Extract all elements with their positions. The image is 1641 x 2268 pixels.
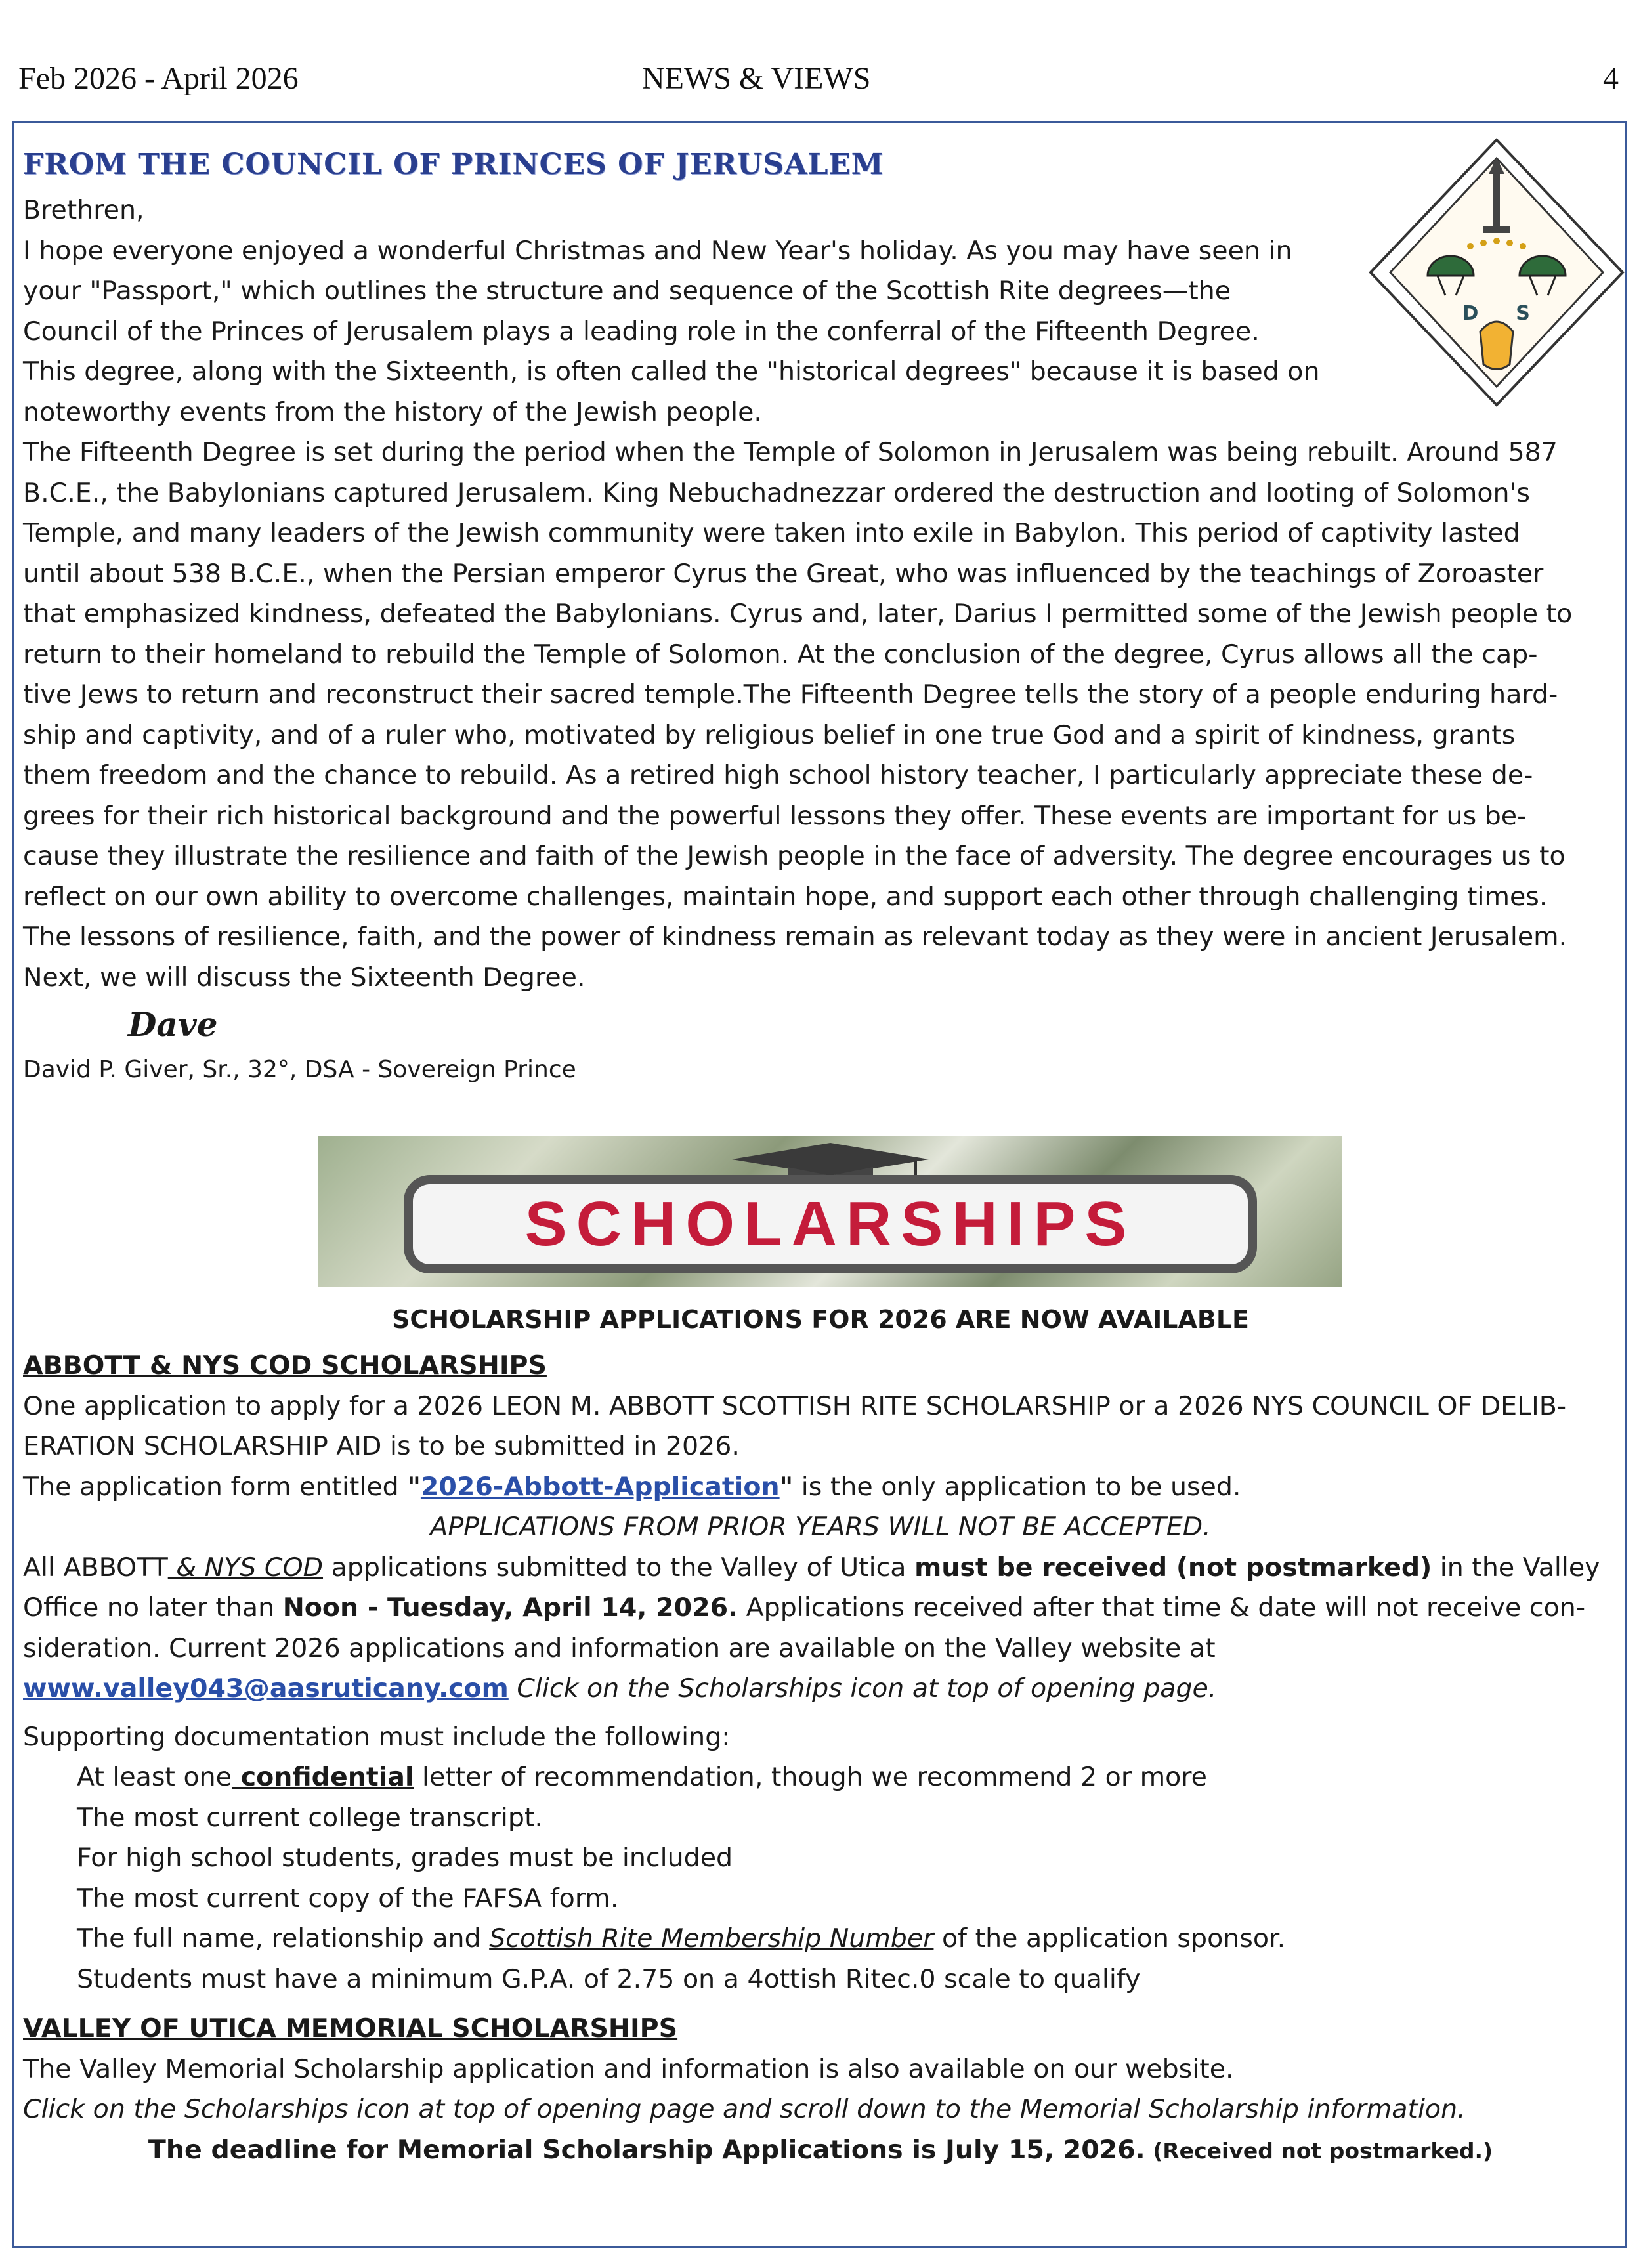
council-article [23,148,1618,1090]
office-post: Applications received after that time & date will not receive con- [738,1593,1586,1623]
valley-website-link[interactable]: www.valley043@aasruticany.com [23,1673,509,1703]
supporting-item: For high school students, grades must be included [77,1843,733,1873]
item5-pre: The full name, relationship and [77,1923,490,1954]
all-nys: & NYS COD [167,1552,324,1583]
office-line [23,1588,1618,1629]
article-greeting: Brethren, [23,195,144,225]
supporting-item: Students must have a minimum G.P.A. of 2.75 on a 4ottish Ritec.0 scale to qualify [77,1963,1141,1994]
scholarships-section [23,1300,1618,2171]
article-line: return to their homeland to rebuild the Temple of Solomon. At the conclusion of the degree, Cyrus allows all the cap- [23,639,1538,670]
header-date-range: Feb 2026 - April 2026 [18,61,299,96]
article-body [23,190,1618,998]
supporting-item: The most current college transcript. [77,1802,543,1833]
banner-text: SCHOLARSHIPS [524,1189,1136,1259]
item5-post: of the application sponsor. [933,1923,1286,1954]
article-line: noteworthy events from the history of the Jewish people. [23,396,762,427]
memorial-deadline-note: (Received not postmarked.) [1145,2137,1493,2164]
office-deadline: Noon - Tuesday, April 14, 2026. [282,1593,738,1623]
banner-plate [404,1175,1257,1273]
article-line: until about 538 B.C.E., when the Persian emperor Cyrus the Great, who was influenced by the teachings of Zoroaster [23,558,1544,589]
sideration-line: sideration. Current 2026 applications and information are available on the Valley website at [23,1633,1216,1663]
article-line: I hope everyone enjoyed a wonderful Christmas and New Year's holiday. As you may have seen in [23,235,1292,266]
item1-pre: At least one [77,1762,232,1792]
office-pre: Office no later than [23,1593,283,1623]
website-note: Click on the Scholarships icon at top of opening page. [508,1673,1217,1703]
article-line: that emphasized kindness, defeated the Babylonians. Cyrus and, later, Darius I permitted some of the Jewish people to [23,599,1573,629]
supporting-item [23,1919,1618,1959]
memorial-deadline-text: The deadline for Memorial Scholarship Applications is July 15, 2026. [148,2134,1145,2165]
article-line: cause they illustrate the resilience and faith of the Jewish people in the face of adversity. The degree encourages us to [23,841,1566,871]
header-newsletter-title: NEWS & VIEWS [642,61,871,96]
memorial-line: Click on the Scholarships icon at top of opening page and scroll down to the Memorial Scholarship information. [23,2094,1466,2124]
supporting-intro: Supporting documentation must include the following: [23,1721,731,1752]
emblem-letter-d: D [1462,302,1479,325]
supporting-item: The most current copy of the FAFSA form. [77,1883,619,1914]
all-pre: All ABBOTT [23,1552,168,1583]
article-line: The lessons of resilience, faith, and the power of kindness remain as relevant today as they were in ancient Jerusalem. [23,922,1567,952]
quote-open: " [407,1471,421,1502]
abbott-form-line [23,1467,1618,1508]
prior-years-notice: APPLICATIONS FROM PRIOR YEARS WILL NOT BE ACCEPTED. [430,1512,1211,1542]
article-line: B.C.E., the Babylonians captured Jerusalem. King Nebuchadnezzar ordered the destruction and looting of Solomon's [23,477,1530,508]
abbott-deadline-line [23,1548,1618,1589]
memorial-heading: VALLEY OF UTICA MEMORIAL SCHOLARSHIPS [23,2013,678,2043]
quote-close: " [779,1471,794,1502]
all-post: in the Valley [1432,1552,1600,1583]
scholarships-banner [318,1136,1342,1287]
item5-ital: Scottish Rite Membership Number [489,1923,934,1954]
article-line: tive Jews to return and reconstruct their sacred temple.The Fifteenth Degree tells the story of a people enduring hard- [23,679,1558,710]
memorial-line: The Valley Memorial Scholarship application and information is also available on our website. [23,2053,1234,2084]
article-line: ship and captivity, and of a ruler who, motivated by religious belief in one true God and a spirit of kindness, grants [23,719,1516,750]
article-line: Council of the Princes of Jerusalem plays a leading role in the conferral of the Fifteenth Degree. [23,316,1260,347]
article-line: Temple, and many leaders of the Jewish community were taken into exile in Babylon. This period of captivity lasted [23,518,1520,548]
abbott-application-link[interactable]: 2026-Abbott-Application [420,1471,780,1502]
abbott-heading: ABBOTT & NYS COD SCHOLARSHIPS [23,1350,547,1380]
form-text: The application form entitled [23,1471,408,1502]
signer-name: David P. Giver, Sr., 32°, DSA - Sovereign Prince [23,1056,576,1083]
article-line: This degree, along with the Sixteenth, is often called the "historical degrees" because it is based on [23,356,1320,387]
scholarships-announcement: SCHOLARSHIP APPLICATIONS FOR 2026 ARE NOW AVAILABLE [391,1305,1250,1334]
item1-post: letter of recommendation, though we recommend 2 or more [414,1762,1207,1792]
article-line: The Fifteenth Degree is set during the period when the Temple of Solomon in Jerusalem was being rebuilt. Around 587 [23,437,1558,467]
article-title: FROM THE COUNCIL OF PRINCES OF JERUSALEM [23,148,884,181]
abbott-line: One application to apply for a 2026 LEON M. ABBOTT SCOTTISH RITE SCHOLARSHIP or a 2026 NYS COUNCIL OF DELIB- [23,1390,1567,1421]
website-line [23,1669,1618,1709]
signature: Dave [128,1005,218,1044]
article-line: Next, we will discuss the Sixteenth Degree. [23,962,586,993]
header-page-number: 4 [1603,61,1619,96]
supporting-item [23,1757,1618,1798]
abbott-line: ERATION SCHOLARSHIP AID is to be submitted in 2026. [23,1431,740,1461]
emblem-letter-s: S [1516,302,1530,325]
memorial-deadline [23,2130,1618,2172]
form-text-post: is the only application to be used. [793,1471,1241,1502]
article-line: grees for their rich historical background and the powerful lessons they offer. These events are important for us be- [23,800,1527,831]
article-line: your "Passport," which outlines the structure and sequence of the Scottish Rite degrees—the [23,276,1231,306]
all-bold: must be received (not postmarked) [914,1552,1432,1583]
article-line: reflect on our own ability to overcome challenges, maintain hope, and support each other through challenging times. [23,881,1548,912]
all-mid: applications submitted to the Valley of Utica [323,1552,915,1583]
item1-bold: confidential [231,1762,414,1792]
article-line: them freedom and the chance to rebuild. As a retired high school history teacher, I particularly appreciate these de- [23,760,1533,790]
